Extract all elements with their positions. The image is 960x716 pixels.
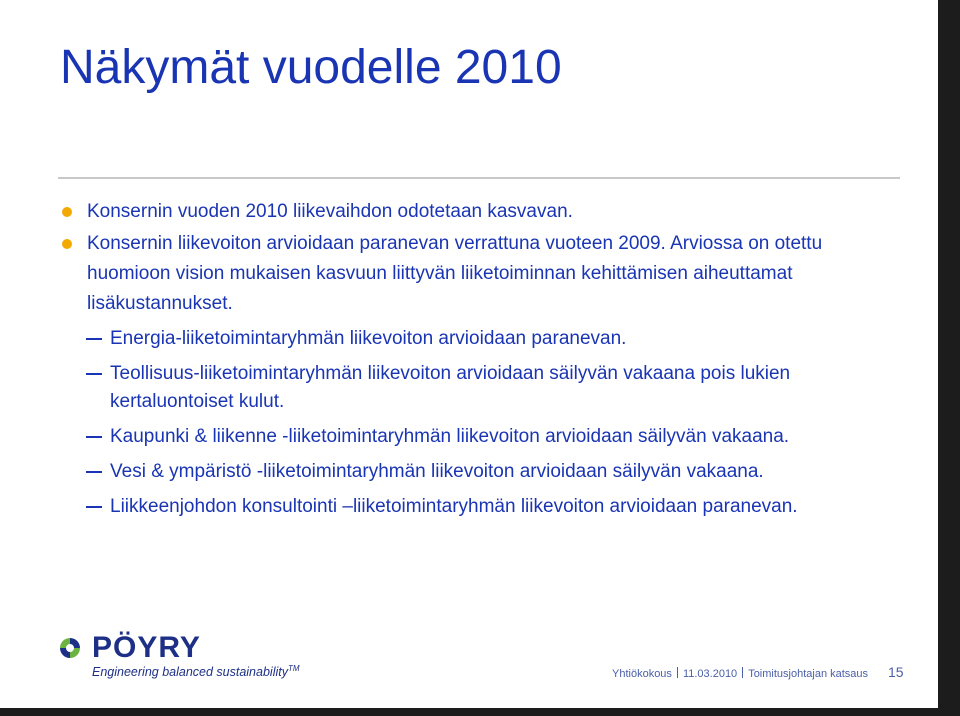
- dash-icon: [86, 436, 102, 438]
- bullet-item: [62, 229, 902, 319]
- subbullet-item: [62, 458, 902, 486]
- logo-mark-icon: [58, 636, 82, 660]
- dash-icon: [86, 373, 102, 375]
- dash-icon: [86, 471, 102, 473]
- bullet-dot-icon: [62, 207, 72, 217]
- footer-separator: [677, 667, 678, 678]
- bullet-dot-icon: [62, 239, 72, 249]
- subbullet-item: [62, 325, 902, 353]
- subbullet-text: Kaupunki & liikenne -liiketoimintaryhmän liikevoiton arvioidaan säilyvän vakaana.: [110, 426, 790, 447]
- footer-section: Toimitusjohtajan katsaus: [748, 668, 869, 680]
- title-divider: [58, 177, 900, 179]
- logo-wordmark: PÖYRY: [92, 631, 201, 664]
- footer-meta: [612, 667, 868, 680]
- subbullet-text: Liikkeenjohdon konsultointi –liiketoimintaryhmän liikevoiton arvioidaan paranevan.: [110, 496, 798, 517]
- subbullet-item: [62, 493, 902, 521]
- slide-content: [62, 197, 902, 521]
- subbullet-text: Teollisuus-liiketoimintaryhmän liikevoiton arvioidaan säilyvän vakaana pois lukien kertaluontoiset kulut.: [110, 363, 791, 412]
- slide-title: Näkymät vuodelle 2010: [60, 41, 562, 94]
- frame-edge: [938, 0, 960, 716]
- footer-separator: [742, 667, 743, 678]
- subbullet-item: [62, 423, 902, 451]
- subbullet-text: Vesi & ympäristö -liiketoimintaryhmän liikevoiton arvioidaan säilyvän vakaana.: [110, 461, 764, 482]
- subbullet-item: [62, 360, 902, 416]
- frame-edge: [0, 708, 960, 716]
- footer-date: 11.03.2010: [682, 668, 738, 680]
- page-number: 15: [888, 664, 904, 680]
- footer-meeting: Yhtiökokous: [612, 668, 672, 680]
- dash-icon: [86, 506, 102, 508]
- logo-tagline: Engineering balanced sustainability™: [92, 664, 300, 680]
- bullet-text: Konsernin vuoden 2010 liikevaihdon odotetaan kasvavan.: [87, 201, 573, 222]
- bullet-item: [62, 197, 902, 227]
- bullet-text: Konsernin liikevoiton arvioidaan paranevan verrattuna vuoteen 2009. Arviossa on otettu huomioon vision mukaisen kasvuun liittyvän liiketoiminnan kehittämisen aiheuttamat lisäkustannukset.: [87, 233, 823, 314]
- dash-icon: [86, 338, 102, 340]
- subbullet-text: Energia-liiketoimintaryhmän liikevoiton arvioidaan paranevan.: [110, 328, 627, 349]
